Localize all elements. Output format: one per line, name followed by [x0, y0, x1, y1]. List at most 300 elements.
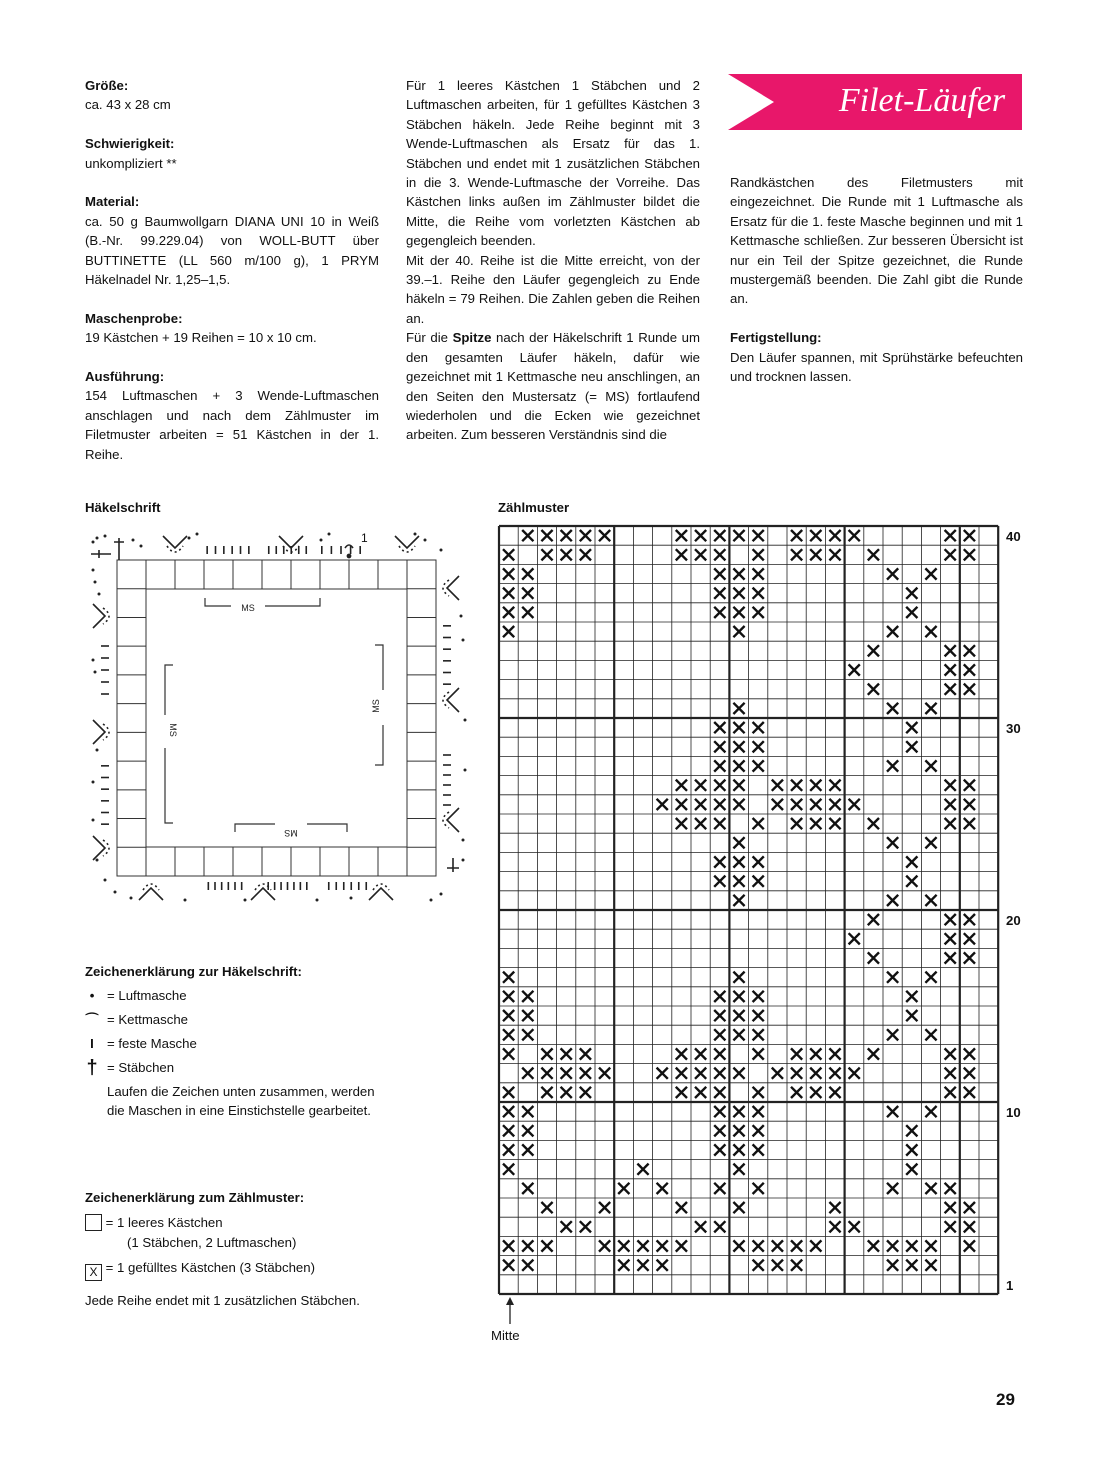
empty-square-icon	[85, 1214, 102, 1231]
filled-cell	[503, 972, 514, 983]
filled-cell	[925, 760, 936, 771]
filled-cell	[714, 876, 725, 887]
crochet-legend-title: Zeichenerklärung zur Häkelschrift:	[85, 964, 302, 979]
pattern-repeat-markers	[165, 598, 383, 832]
filled-cell	[829, 818, 840, 829]
filled-cell	[829, 1048, 840, 1059]
filled-cell	[657, 1183, 668, 1194]
filled-cell	[714, 856, 725, 867]
filled-cell	[561, 1221, 572, 1232]
filled-cell	[503, 549, 514, 560]
filled-cell	[810, 1048, 821, 1059]
filled-cell	[733, 530, 744, 541]
ms-label-bottom: MS	[284, 828, 298, 838]
filled-cell	[887, 837, 898, 848]
filled-cell	[753, 856, 764, 867]
filled-cell	[887, 1106, 898, 1117]
filled-cell	[676, 1202, 687, 1213]
filled-cell	[714, 1106, 725, 1117]
difficulty-heading: Schwierigkeit:	[85, 136, 175, 152]
column-1	[85, 76, 379, 483]
filled-cell	[753, 991, 764, 1002]
filled-cell	[695, 549, 706, 560]
filled-cell	[964, 1221, 975, 1232]
finishing-heading: Fertigstellung:	[730, 330, 822, 346]
filled-cell	[906, 1144, 917, 1155]
filled-cell	[906, 991, 917, 1002]
filled-cell	[637, 1164, 648, 1175]
filled-cell	[733, 741, 744, 752]
filled-cell	[541, 530, 552, 541]
filled-cell	[887, 568, 898, 579]
legend-double: † = Stäbchen	[86, 1057, 175, 1079]
filled-cell	[676, 799, 687, 810]
material-value: ca. 50 g Baumwollgarn DIANA UNI 10 in Weiß (B.-Nr. 99.229.04) von WOLL-BUTT über BUTTINETTE (LL 560 m/100 g), 1 PRYM Häkelnadel Nr. 1,25–1,5.	[85, 213, 379, 288]
filled-cell	[503, 1010, 514, 1021]
filled-cell	[541, 549, 552, 560]
filled-cell	[829, 780, 840, 791]
size-value: ca. 43 x 28 cm	[85, 97, 171, 113]
filled-cell	[829, 530, 840, 541]
filled-cell	[714, 530, 725, 541]
filled-cell	[522, 607, 533, 618]
filled-cell	[618, 1240, 629, 1251]
material-heading: Material:	[85, 194, 140, 210]
filled-cell	[714, 741, 725, 752]
row-label-20: 20	[1006, 913, 1021, 928]
filled-cell	[714, 1125, 725, 1136]
filled-cell	[945, 664, 956, 675]
legend-empty-square-desc: (1 Stäbchen, 2 Luftmaschen)	[127, 1234, 297, 1250]
filled-cell	[849, 664, 860, 675]
picot	[93, 720, 109, 744]
row-label-10: 10	[1006, 1105, 1021, 1120]
filled-cell	[753, 818, 764, 829]
filled-cell	[676, 818, 687, 829]
filled-cell	[733, 588, 744, 599]
filled-cell	[829, 549, 840, 560]
filled-cell	[945, 1087, 956, 1098]
filled-cell	[522, 1240, 533, 1251]
filled-cell	[868, 914, 879, 925]
filled-cell	[676, 1240, 687, 1251]
filled-cell	[791, 780, 802, 791]
picot	[163, 536, 187, 552]
filled-cell	[522, 1260, 533, 1271]
filled-cell	[714, 1029, 725, 1040]
filled-cell	[695, 799, 706, 810]
filled-cell	[733, 876, 744, 887]
filled-cell	[580, 1048, 591, 1059]
filled-cell	[945, 1068, 956, 1079]
crochet-diagram-title: Häkelschrift	[85, 500, 161, 515]
picot	[443, 688, 459, 712]
filled-cell	[906, 1010, 917, 1021]
picot	[395, 536, 419, 552]
filled-cell	[753, 549, 764, 560]
filled-cell	[503, 1029, 514, 1040]
filled-cell	[503, 588, 514, 599]
chart-legend	[85, 1188, 405, 1311]
filled-cell	[964, 1202, 975, 1213]
filled-cell	[964, 645, 975, 656]
filled-cell	[522, 1183, 533, 1194]
filet-chart	[495, 522, 1005, 1297]
chart-grid	[499, 526, 998, 1294]
filled-cell	[964, 952, 975, 963]
chart-legend-title: Zeichenerklärung zum Zählmuster:	[85, 1190, 305, 1205]
filled-cell	[733, 780, 744, 791]
filled-cell	[868, 684, 879, 695]
filled-cell	[964, 914, 975, 925]
filled-cell	[925, 837, 936, 848]
filled-cell	[580, 530, 591, 541]
filled-cell	[887, 760, 898, 771]
filled-cell	[503, 1164, 514, 1175]
filled-cell	[772, 780, 783, 791]
slip-stitch-icon: ⌒	[85, 1012, 99, 1027]
filled-cell	[925, 895, 936, 906]
filled-square-icon: X	[85, 1264, 102, 1281]
filled-cell	[714, 1183, 725, 1194]
filled-cell	[964, 549, 975, 560]
filled-cell	[868, 549, 879, 560]
filled-cell	[753, 1125, 764, 1136]
legend-slip: ⌒ = Kettmasche	[85, 1008, 385, 1032]
filled-cell	[810, 1068, 821, 1079]
filled-cell	[753, 741, 764, 752]
filled-cell	[733, 568, 744, 579]
filled-cell	[753, 1087, 764, 1098]
filled-cell	[657, 1260, 668, 1271]
double-crochet-icon: †	[86, 1057, 98, 1079]
crochet-legend	[85, 960, 385, 1120]
filled-cell	[791, 1068, 802, 1079]
filled-cell	[906, 1125, 917, 1136]
filled-cell	[849, 1221, 860, 1232]
filled-cell	[925, 1260, 936, 1271]
legend-filled-square: X = 1 gefülltes Kästchen (3 Stäbchen)	[85, 1258, 405, 1281]
filled-cell	[791, 1260, 802, 1271]
page-title: Filet-Läufer	[838, 82, 1006, 119]
filled-cell	[810, 549, 821, 560]
filled-cell	[714, 549, 725, 560]
filled-cell	[714, 991, 725, 1002]
filled-cell	[580, 1068, 591, 1079]
filled-cell	[945, 780, 956, 791]
filled-cell	[887, 1183, 898, 1194]
filled-cell	[906, 1164, 917, 1175]
filled-cell	[733, 1240, 744, 1251]
filled-cell	[925, 972, 936, 983]
instructions-p2: Mit der 40. Reihe ist die Mitte erreicht, von der 39.–1. Reihe den Läufer gegengleich zu Ende häkeln = 79 Reihen. Die Zahlen geben die Reihen an.	[406, 252, 700, 326]
filled-cell	[733, 837, 744, 848]
picot	[93, 836, 109, 860]
legend-single: I = feste Masche	[85, 1032, 385, 1056]
filled-cell	[503, 568, 514, 579]
filled-cell	[561, 1087, 572, 1098]
filled-cell	[753, 1260, 764, 1271]
filled-cell	[580, 1087, 591, 1098]
filled-cell	[849, 1068, 860, 1079]
filled-cell	[887, 1240, 898, 1251]
picot	[443, 576, 459, 600]
filled-cell	[561, 1068, 572, 1079]
execution-value: 154 Luftmaschen + 3 Wende-Luftmaschen anschlagen und nach dem Zählmuster im Filetmuster arbeiten = 51 Kästchen in der 1. Reihe.	[85, 388, 379, 462]
filled-cell	[503, 607, 514, 618]
column-3	[730, 173, 1023, 386]
filled-cell	[714, 1087, 725, 1098]
filled-cell	[695, 1087, 706, 1098]
filled-cell	[753, 1144, 764, 1155]
filled-cell	[829, 1068, 840, 1079]
filled-cell	[753, 530, 764, 541]
filled-cell	[810, 1240, 821, 1251]
filled-cell	[829, 1202, 840, 1213]
filled-cell	[753, 1240, 764, 1251]
legend-empty-square: = 1 leeres Kästchen	[85, 1213, 405, 1232]
filled-cell	[925, 568, 936, 579]
filled-cell	[503, 626, 514, 637]
filled-cell	[714, 1221, 725, 1232]
filled-cell	[945, 549, 956, 560]
size-heading: Größe:	[85, 78, 129, 93]
filled-cell	[791, 1048, 802, 1059]
filled-cell	[791, 549, 802, 560]
filled-cell	[887, 626, 898, 637]
filled-cell	[599, 1202, 610, 1213]
filled-cell	[522, 530, 533, 541]
filled-cell	[887, 703, 898, 714]
filled-cell	[925, 1106, 936, 1117]
filled-cell	[753, 1048, 764, 1059]
filled-cell	[925, 1240, 936, 1251]
filled-cell	[541, 1087, 552, 1098]
filled-cell	[945, 818, 956, 829]
arrow-up-icon	[501, 1297, 519, 1325]
picot	[443, 808, 459, 832]
filled-cell	[522, 1144, 533, 1155]
row-label-40: 40	[1006, 529, 1021, 544]
filled-cell	[945, 1221, 956, 1232]
filled-cell	[695, 1068, 706, 1079]
filled-cell	[503, 1260, 514, 1271]
filled-cell	[849, 799, 860, 810]
filled-cell	[810, 780, 821, 791]
filled-cell	[772, 1240, 783, 1251]
instructions-p3: Für die Spitze nach der Häkelschrift 1 Runde um den gesamten Läufer häkeln, dafür wie gezeichnet mit 1 Kettmasche neu anschlingen, an den Seiten den Mustersatz (= MS) fortlaufend wiederholen und die Ecken wie gezeichnet arbeiten. Zum besseren Verständnis sind die	[406, 330, 700, 443]
filled-cell	[503, 1106, 514, 1117]
filled-cell	[561, 549, 572, 560]
filled-cell	[964, 684, 975, 695]
filled-cell	[772, 1260, 783, 1271]
inner-border	[146, 589, 407, 847]
gauge-heading: Maschenprobe:	[85, 310, 183, 326]
filled-cell	[580, 549, 591, 560]
filled-cell	[906, 607, 917, 618]
filled-cell	[829, 799, 840, 810]
filled-cell	[695, 818, 706, 829]
instructions-p4: Randkästchen des Filetmusters mit eingezeichnet. Die Runde mit 1 Luftmasche als Ersatz für die 1. feste Masche beginnen und mit 1 Kettmasche schließen. Zur besseren Übersicht ist nur ein Teil der Spitze gezeichnet, die Runde mustergemäß beenden. Die Zahl gibt die Runde an.	[730, 175, 1023, 307]
filled-cell	[676, 530, 687, 541]
filled-cell	[714, 799, 725, 810]
filled-cell	[964, 818, 975, 829]
filled-cell	[868, 1048, 879, 1059]
filled-cell	[561, 530, 572, 541]
filled-cell	[964, 530, 975, 541]
filled-cell	[964, 664, 975, 675]
filled-cell	[772, 799, 783, 810]
filled-cell	[714, 818, 725, 829]
filled-cell	[676, 549, 687, 560]
filled-cell	[714, 1010, 725, 1021]
filled-cell	[791, 818, 802, 829]
filled-cell	[925, 626, 936, 637]
filled-cell	[541, 1202, 552, 1213]
filled-cell	[925, 1029, 936, 1040]
filled-cell	[906, 876, 917, 887]
filled-cell	[753, 1029, 764, 1040]
filled-cell	[599, 530, 610, 541]
filled-cell	[695, 1221, 706, 1232]
filled-cell	[810, 818, 821, 829]
filled-cell	[810, 1087, 821, 1098]
instructions-p1: Für 1 leeres Kästchen 1 Stäbchen und 2 Luftmaschen arbeiten, für 1 gefülltes Kästchen 3 Stäbchen häkeln. Jede Reihe beginnt mit 3 Wende-Luftmaschen als Ersatz für das 1. Stäbchen und endet mit 1 zusätzlichen Stäbchen in die 3. Wende-Luftmasche der Vorreihe. Das Kästchen links außen im Zählmuster bildet die Mitte, die Reihe vom vorletzten Kästchen ab gegengleich beenden.	[406, 78, 700, 249]
filled-cell	[945, 1202, 956, 1213]
filled-cell	[714, 780, 725, 791]
crochet-border-squares	[117, 560, 436, 876]
outer-border	[117, 560, 436, 876]
filled-cell	[733, 895, 744, 906]
filled-cell	[714, 1144, 725, 1155]
filled-cell	[657, 799, 668, 810]
legend-row-note: Jede Reihe endet mit 1 zusätzlichen Stäbchen.	[85, 1293, 360, 1309]
filled-cell	[733, 607, 744, 618]
filled-cell	[676, 1048, 687, 1059]
filled-cell	[541, 1240, 552, 1251]
filled-cell	[849, 530, 860, 541]
ms-label-right: MS	[371, 699, 381, 713]
filled-cell	[522, 991, 533, 1002]
filled-cell	[695, 780, 706, 791]
legend-chain: • = Luftmasche	[85, 984, 385, 1008]
filled-cell	[541, 1048, 552, 1059]
picot	[369, 884, 393, 900]
filled-cell	[772, 1068, 783, 1079]
filled-cell	[964, 1087, 975, 1098]
filled-cell	[714, 588, 725, 599]
filled-cell	[868, 818, 879, 829]
filled-cell	[753, 1106, 764, 1117]
filled-cell	[791, 799, 802, 810]
filled-cell	[964, 780, 975, 791]
filled-cell	[522, 1125, 533, 1136]
filled-cell	[829, 1221, 840, 1232]
filled-cell	[522, 1106, 533, 1117]
filled-cell	[522, 1068, 533, 1079]
filled-cell	[714, 1068, 725, 1079]
filled-cell	[906, 856, 917, 867]
filled-cell	[964, 1240, 975, 1251]
filled-cell	[906, 722, 917, 733]
filled-cell	[791, 530, 802, 541]
filled-cell	[733, 626, 744, 637]
filled-cell	[580, 1221, 591, 1232]
filled-cell	[964, 933, 975, 944]
filled-cell	[829, 1087, 840, 1098]
filled-cell	[695, 1048, 706, 1059]
filled-cell	[945, 645, 956, 656]
filled-cell	[522, 568, 533, 579]
chart-title: Zählmuster	[498, 500, 570, 515]
filled-cell	[753, 876, 764, 887]
filled-cell	[733, 1164, 744, 1175]
filled-cell	[868, 952, 879, 963]
filled-cell	[714, 607, 725, 618]
filled-cell	[503, 991, 514, 1002]
filled-cell	[676, 1087, 687, 1098]
picot	[251, 884, 275, 900]
chain-stitch-icon: •	[89, 988, 95, 1003]
filled-cell	[868, 1240, 879, 1251]
filled-cell	[522, 1029, 533, 1040]
center-label: Mitte	[491, 1328, 520, 1343]
filled-cell	[887, 972, 898, 983]
filled-cell	[733, 1106, 744, 1117]
filled-cell	[618, 1183, 629, 1194]
filled-cell	[637, 1240, 648, 1251]
filled-cell	[714, 568, 725, 579]
filled-cell	[925, 703, 936, 714]
filled-cell	[753, 722, 764, 733]
filled-cell	[906, 588, 917, 599]
page-number: 29	[996, 1390, 1015, 1409]
filled-cell	[887, 1029, 898, 1040]
filled-cell	[503, 1125, 514, 1136]
filled-cell	[810, 530, 821, 541]
filled-cell	[676, 1068, 687, 1079]
filled-cell	[733, 991, 744, 1002]
filled-cell	[753, 1183, 764, 1194]
filled-cell	[906, 1240, 917, 1251]
filled-cell	[503, 1087, 514, 1098]
filled-cell	[810, 799, 821, 810]
filled-cell	[868, 645, 879, 656]
filled-cell	[733, 799, 744, 810]
filled-cell	[753, 588, 764, 599]
row-label-30: 30	[1006, 721, 1021, 736]
filled-cell	[561, 1048, 572, 1059]
filled-cell	[906, 741, 917, 752]
ms-label-left: MS	[168, 723, 178, 737]
filled-cell	[676, 780, 687, 791]
filled-cell	[733, 722, 744, 733]
edging-stitches	[91, 533, 467, 902]
filled-cell	[964, 799, 975, 810]
filled-cell	[887, 895, 898, 906]
row-label-1: 1	[1006, 1278, 1014, 1293]
filled-cell	[925, 1183, 936, 1194]
filled-cell	[541, 1068, 552, 1079]
filled-cell	[791, 1087, 802, 1098]
filled-cell	[657, 1068, 668, 1079]
picot	[93, 604, 109, 628]
filled-cell	[599, 1240, 610, 1251]
filled-cell	[945, 530, 956, 541]
round-number: 1	[361, 531, 368, 545]
filled-cell	[714, 1048, 725, 1059]
filled-cell	[791, 1240, 802, 1251]
